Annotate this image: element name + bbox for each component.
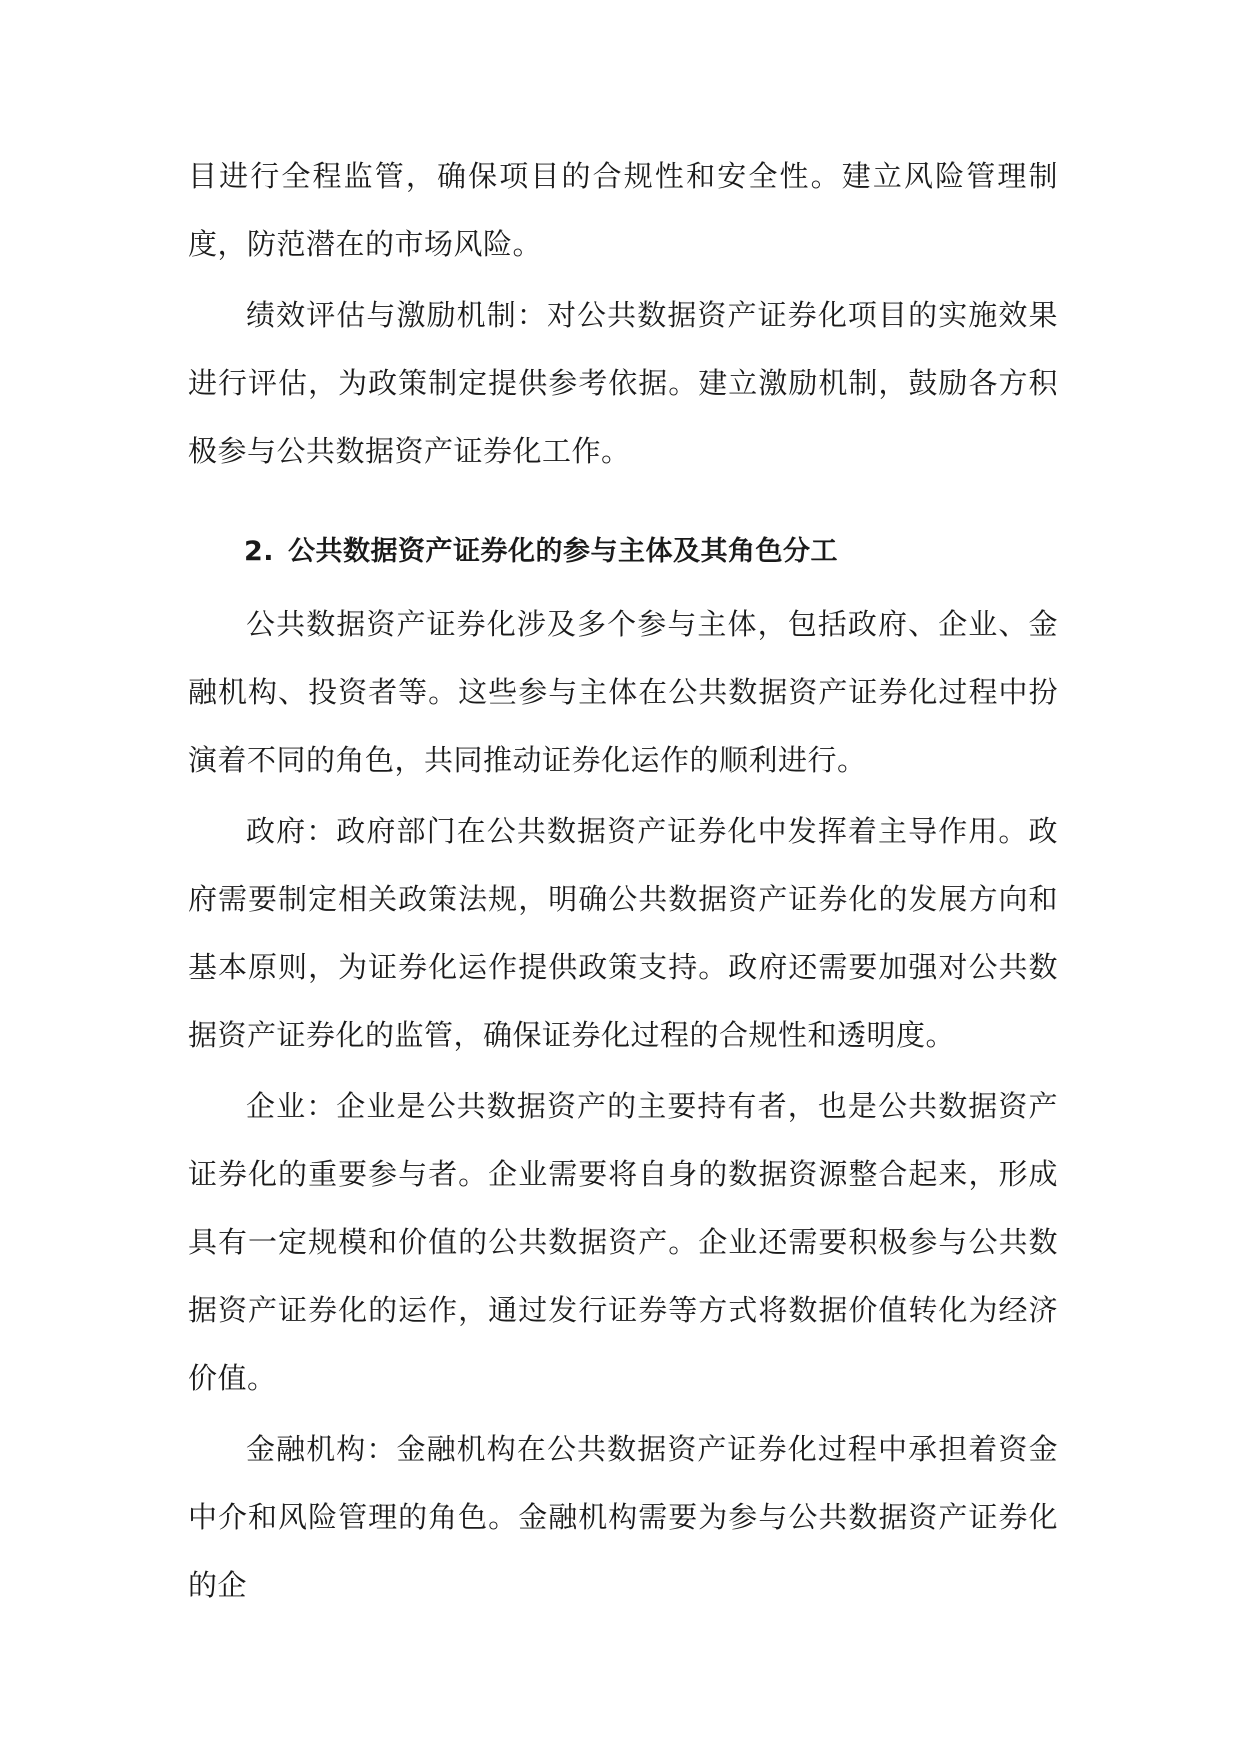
paragraph-financial-institutions: 金融机构：金融机构在公共数据资产证券化过程中承担着资金中介和风险管理的角色。金融机构需要为参与公共数据资产证券化的企 xyxy=(188,1432,1058,1602)
paragraph-participants-intro: 公共数据资产证券化涉及多个参与主体，包括政府、企业、金融机构、投资者等。这些参与主体在公共数据资产证券化过程中扮演着不同的角色，共同推动证券化运作的顺利进行。 xyxy=(188,607,1058,777)
paragraph-continuation: 目进行全程监管，确保项目的合规性和安全性。建立风险管理制度，防范潜在的市场风险。 xyxy=(188,159,1058,261)
section-heading-text: 公共数据资产证券化的参与主体及其角色分工 xyxy=(288,536,839,567)
paragraph-performance-evaluation: 绩效评估与激励机制：对公共数据资产证券化项目的实施效果进行评估，为政策制定提供参考依据。建立激励机制，鼓励各方积极参与公共数据资产证券化工作。 xyxy=(188,298,1058,468)
paragraph-enterprise: 企业：企业是公共数据资产的主要持有者，也是公共数据资产证券化的重要参与者。企业需要将自身的数据资源整合起来，形成具有一定规模和价值的公共数据资产。企业还需要积极参与公共数据资产证券化的运作，通过发行证券等方式将数据价值转化为经济价值。 xyxy=(188,1089,1058,1395)
document-body xyxy=(188,142,1058,1622)
paragraph-government: 政府：政府部门在公共数据资产证券化中发挥着主导作用。政府需要制定相关政策法规，明确公共数据资产证券化的发展方向和基本原则，为证券化运作提供政策支持。政府还需要加强对公共数据资产证券化的监管，确保证券化过程的合规性和透明度。 xyxy=(188,814,1058,1052)
section-heading xyxy=(188,518,1058,586)
section-heading-number: 2. xyxy=(244,536,275,567)
